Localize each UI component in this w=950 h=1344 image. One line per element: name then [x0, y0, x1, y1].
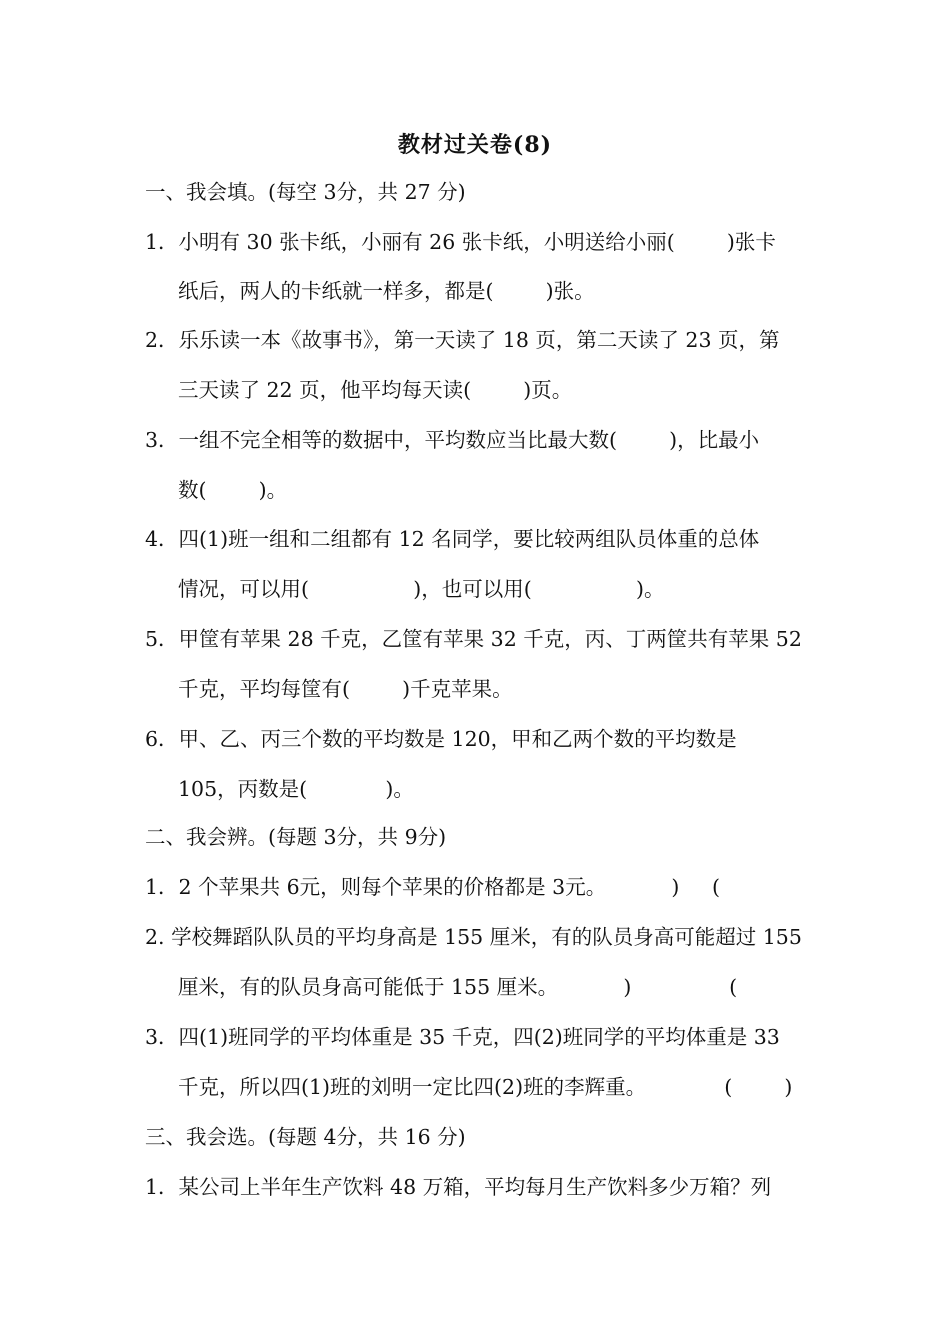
- q1-5-line-2: 千克，平均每筐有( )千克苹果。: [178, 677, 513, 701]
- page-title: 教材过关卷(8): [397, 132, 553, 158]
- q3-1-line-1: 1．某公司上半年生产饮料 48 万箱，平均每月生产饮料多少万箱？列: [145, 1175, 772, 1199]
- q1-1-line-2: 纸后，两人的卡纸就一样多，都是( )张。: [178, 279, 595, 303]
- section-1-heading: 一、我会填。(每空 3分，共 27 分): [145, 180, 466, 204]
- q1-6-line-2: 105，丙数是( )。: [178, 777, 414, 801]
- q2-1-line-1: 1．2 个苹果共 6元，则每个苹果的价格都是 3元。 ) (: [145, 875, 720, 899]
- q1-2-line-1: 2．乐乐读一本《故事书》，第一天读了 18 页，第二天读了 23 页，第: [145, 328, 780, 352]
- section-3-heading: 三、我会选。(每题 4分，共 16 分): [145, 1125, 466, 1149]
- q2-2-line-1: 2. 学校舞蹈队队员的平均身高是 155 厘米，有的队员身高可能超过 155: [145, 925, 802, 949]
- q1-6-line-1: 6．甲、乙、丙三个数的平均数是 120，甲和乙两个数的平均数是: [145, 727, 737, 751]
- q1-3-line-2: 数( )。: [178, 478, 288, 502]
- q2-3-line-1: 3．四(1)班同学的平均体重是 35 千克，四(2)班同学的平均体重是 33: [145, 1025, 780, 1049]
- q2-2-line-2: 厘米，有的队员身高可能低于 155 厘米。 ) (: [178, 975, 738, 999]
- q1-5-line-1: 5．甲筐有苹果 28 千克，乙筐有苹果 32 千克，丙、丁两筐共有苹果 52: [145, 627, 802, 651]
- section-2-heading: 二、我会辨。(每题 3分，共 9分): [145, 825, 447, 849]
- q1-2-line-2: 三天读了 22 页，他平均每天读( )页。: [178, 378, 573, 402]
- q1-4-line-1: 4．四(1)班一组和二组都有 12 名同学，要比较两组队员体重的总体: [145, 527, 760, 551]
- q1-3-line-1: 3．一组不完全相等的数据中，平均数应当比最大数( )，比最小: [145, 428, 760, 452]
- q2-3-line-2: 千克，所以四(1)班的刘明一定比四(2)班的李辉重。 ( ): [178, 1075, 793, 1099]
- q1-1-line-1: 1．小明有 30 张卡纸，小丽有 26 张卡纸，小明送给小丽( )张卡: [145, 230, 776, 254]
- q1-4-line-2: 情况，可以用( )，也可以用( )。: [178, 577, 665, 601]
